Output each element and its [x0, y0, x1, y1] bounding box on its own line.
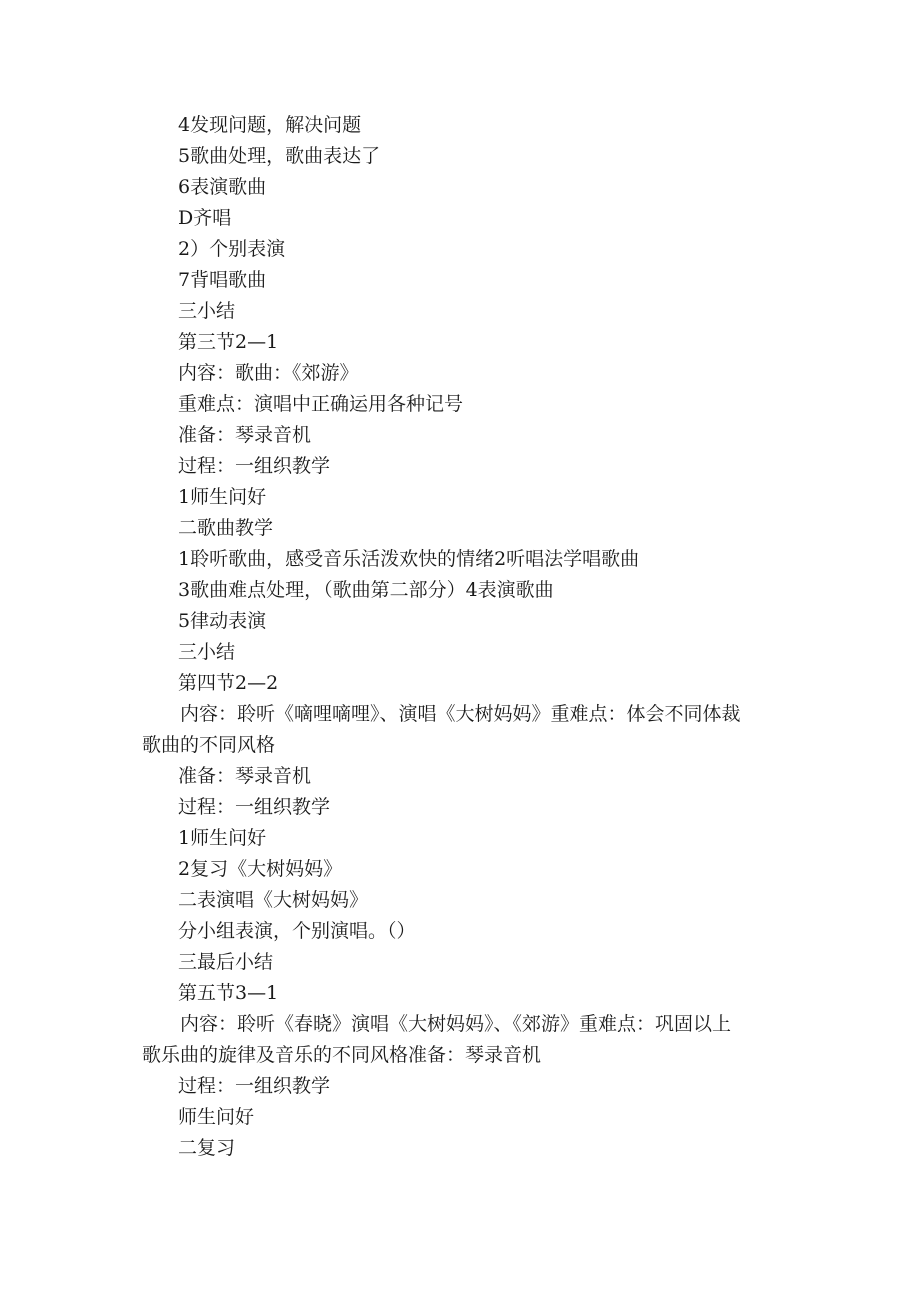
text-line: 3歌曲难点处理，（歌曲第二部分）4表演歌曲: [178, 579, 554, 601]
paragraph-continuation: 歌曲的不同风格: [142, 734, 276, 756]
section-heading: 第五节3—1: [178, 982, 279, 1004]
document-body: [142, 110, 792, 1164]
text-line: 1聆听歌曲，感受音乐活泼欢快的情绪2听唱法学唱歌曲: [178, 548, 640, 570]
text-line: 二表演唱《大树妈妈》: [178, 889, 369, 911]
text-line: 1师生问好: [178, 827, 267, 849]
section-heading: 第四节2—2: [178, 672, 279, 694]
text-line: 三最后小结: [178, 951, 274, 973]
text-line: 重难点：演唱中正确运用各种记号: [178, 393, 464, 415]
paragraph-first-line: 内容：聆听《嘀哩嘀哩》、演唱《大树妈妈》重难点：体会不同体裁: [180, 703, 741, 725]
text-line: 二复习: [178, 1137, 236, 1159]
text-line: 三小结: [178, 641, 236, 663]
text-line: 准备：琴录音机: [178, 765, 312, 787]
text-line: 1师生问好: [178, 486, 267, 508]
text-line: 6表演歌曲: [178, 176, 267, 198]
text-line: 二歌曲教学: [178, 517, 274, 539]
text-line: 5歌曲处理，歌曲表达了: [178, 145, 381, 167]
paragraph-continuation: 歌乐曲的旋律及音乐的不同风格准备：琴录音机: [142, 1044, 542, 1066]
text-line: 内容：歌曲：《郊游》: [178, 362, 359, 384]
text-line: 分小组表演，个别演唱。（）: [178, 920, 416, 942]
text-line: 准备：琴录音机: [178, 424, 312, 446]
text-line: 2）个别表演: [178, 238, 286, 260]
text-line: 过程：一组织教学: [178, 1075, 331, 1097]
text-line: 师生问好: [178, 1106, 255, 1128]
text-line: 5律动表演: [178, 610, 267, 632]
section-heading: 第三节2—1: [178, 331, 279, 353]
text-line: 4发现问题，解决问题: [178, 114, 362, 136]
text-line: 过程：一组织教学: [178, 455, 331, 477]
text-line: 2复习《大树妈妈》: [178, 858, 343, 880]
text-line: 过程：一组织教学: [178, 796, 331, 818]
text-line: 三小结: [178, 300, 236, 322]
paragraph-first-line: 内容：聆听《春晓》演唱《大树妈妈》、《郊游》重难点：巩固以上: [180, 1013, 732, 1035]
text-line: 7背唱歌曲: [178, 269, 267, 291]
text-line: D齐唱: [178, 207, 232, 229]
